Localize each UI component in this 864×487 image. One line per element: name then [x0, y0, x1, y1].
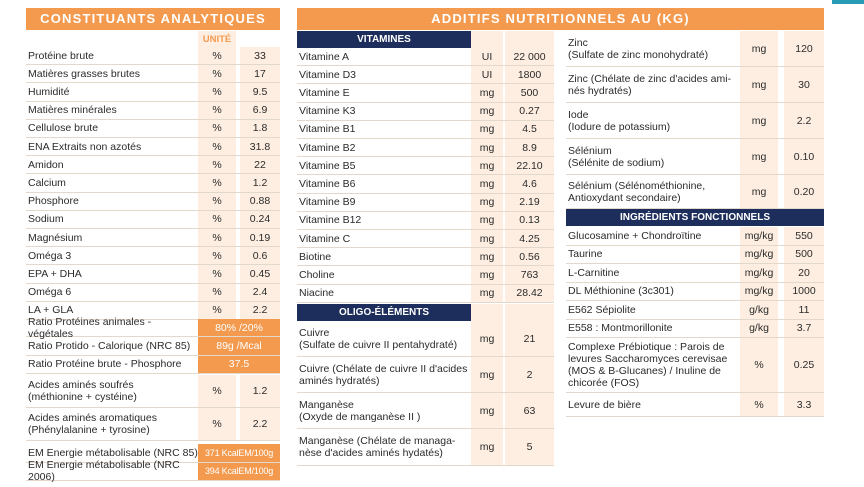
row-name: Oméga 6: [28, 286, 72, 299]
row-value: 63: [505, 393, 554, 428]
row-value: 2.2: [240, 408, 280, 440]
row-value: 31.8: [249, 140, 271, 153]
oligo-row: [297, 393, 554, 429]
row-value: 22: [254, 158, 266, 171]
row-name: Levure de bière: [568, 398, 641, 411]
row-value: 2.2: [784, 103, 824, 138]
ratio-row: [26, 337, 280, 355]
row-name: Complexe Prébiotique : Parois de levures Saccharomyces cerevisae (MOS & B-Glucanes) / Inuline de chicorée (FOS): [568, 341, 728, 389]
table-row: [26, 65, 280, 83]
row-value: 5: [505, 429, 554, 465]
row-name: EPA + DHA: [28, 267, 82, 280]
vitamin-row: [297, 48, 554, 66]
ratio-row: [26, 315, 280, 340]
row-name: Manganèse (Oxyde de manganèse II ): [299, 398, 421, 423]
row-value: 500: [505, 84, 554, 101]
row-unit: %: [212, 158, 222, 171]
table-row: [26, 174, 280, 192]
row-unit: %: [740, 393, 778, 416]
row-name: Ratio Protéine brute - Phosphore: [28, 358, 182, 371]
row-unit: mg: [471, 157, 503, 174]
mineral-row: [566, 31, 824, 67]
row-value: 0.45: [249, 267, 271, 280]
row-name: Ratio Protéines animales - végétales: [28, 315, 152, 340]
row-name: L-Carnitine: [568, 266, 620, 279]
row-value: 1800: [505, 66, 554, 83]
row-name: Sodium: [28, 213, 64, 226]
vitamin-row: [297, 139, 554, 157]
unit-column-bg: [471, 304, 503, 321]
table-row: [26, 138, 280, 156]
table-row: [26, 83, 280, 101]
row-value: 371 KcalEM/100g: [198, 444, 280, 462]
row-value: 1.8: [252, 122, 268, 135]
row-value: 33: [254, 49, 266, 62]
row-unit: %: [198, 375, 236, 407]
row-name: Vitamine B12: [299, 214, 362, 227]
row-value: 0.56: [505, 248, 554, 265]
row-name: Calcium: [28, 176, 66, 189]
vitamin-row: [297, 212, 554, 230]
row-value: 1.2: [252, 176, 268, 189]
row-name: Vitamine A: [299, 50, 350, 63]
row-unit: %: [212, 267, 222, 280]
row-name: E558 : Montmorillonite: [568, 322, 673, 335]
row-name: Vitamine B6: [299, 177, 356, 190]
row-name: Vitamine E: [299, 86, 350, 99]
row-name: Oméga 3: [28, 249, 72, 262]
row-value: 30: [784, 67, 824, 102]
value-column-bg: [505, 31, 554, 48]
ingredient-row: [566, 301, 824, 320]
row-value: 4.5: [505, 121, 554, 138]
vitamin-row: [297, 121, 554, 139]
ingredient-row: [566, 320, 824, 339]
row-name: LA + GLA: [28, 304, 74, 317]
row-name: Vitamine B2: [299, 141, 356, 154]
energy-row: [26, 459, 280, 484]
row-value: 0.24: [249, 213, 271, 226]
row-name: Glucosamine + Chondroïtine: [568, 229, 702, 242]
row-unit: mg: [471, 357, 503, 392]
ingredients-table: [566, 227, 824, 419]
row-unit: %: [212, 195, 222, 208]
vitamin-row: [297, 66, 554, 84]
row-name: Sélénium (Sélénite de sodium): [568, 144, 665, 169]
row-value: 21: [505, 321, 554, 356]
row-value: 0.25: [784, 338, 824, 392]
row-unit: mg: [471, 266, 503, 283]
oligo-row: [297, 429, 554, 466]
row-value: 22.10: [505, 157, 554, 174]
oligo-table: [297, 321, 554, 466]
row-value: 1000: [784, 283, 824, 301]
row-unit: %: [212, 104, 222, 117]
row-name: Taurine: [568, 248, 603, 261]
row-name: Sélénium (Sélénométhionine, Antioxydant secondaire): [568, 179, 706, 204]
row-unit: %: [212, 213, 222, 226]
row-unit: mg: [740, 67, 778, 102]
row-name: Zinc (Sulfate de zinc monohydraté): [568, 36, 709, 61]
table-row: [26, 120, 280, 138]
row-name: EM Energie métabolisable (NRC 2006): [28, 459, 180, 484]
row-value: 2: [505, 357, 554, 392]
row-name: DL Méthionine (3c301): [568, 285, 674, 298]
row-unit: %: [212, 286, 222, 299]
row-name: Humidité: [28, 85, 70, 98]
unit-header: UNITÉ: [198, 31, 236, 47]
ingredient-row: [566, 246, 824, 265]
row-name: Choline: [299, 268, 335, 281]
row-name: Biotine: [299, 250, 332, 263]
row-value: 0.6: [252, 249, 268, 262]
row-name: Vitamine B1: [299, 123, 356, 136]
row-name: Vitamine C: [299, 232, 351, 245]
row-value: 37.5: [198, 356, 280, 373]
row-name: Zinc (Chélate de zinc d'acides ami- nés hydratés): [568, 72, 732, 97]
mineral-row: [566, 139, 824, 175]
row-name: Vitamine B5: [299, 159, 356, 172]
vitamines-title: VITAMINES: [297, 31, 471, 48]
row-value: 2.19: [505, 194, 554, 211]
row-name: Acides aminés aromatiques (Phénylalanine + tyrosine): [28, 412, 157, 436]
table-row: [26, 284, 280, 302]
row-name: Vitamine K3: [299, 105, 356, 118]
row-name: Vitamine B9: [299, 196, 356, 209]
row-value: 550: [784, 227, 824, 245]
row-value: 4.25: [505, 230, 554, 247]
vitamin-row: [297, 230, 554, 248]
row-name: Ratio Protido - Calorique (NRC 85): [28, 339, 191, 352]
row-unit: %: [212, 140, 222, 153]
row-name: Matières grasses brutes: [28, 67, 141, 80]
row-name: Magnésium: [28, 231, 83, 244]
row-name: Acides aminés soufrés (méthionine + cystéine): [28, 379, 137, 403]
row-unit: mg: [471, 139, 503, 156]
vitamines-table: [297, 31, 554, 303]
row-value: 8.9: [505, 139, 554, 156]
table-row: [26, 247, 280, 265]
ingredient-row: [566, 283, 824, 302]
row-unit: mg: [471, 248, 503, 265]
row-unit: %: [212, 231, 222, 244]
row-name: Niacine: [299, 287, 335, 300]
row-value: 394 KcalEM/100g: [198, 463, 280, 481]
row-value: 500: [784, 246, 824, 264]
row-name: Protéine brute: [28, 49, 94, 62]
row-unit: mg: [471, 321, 503, 356]
vitamin-row: [297, 285, 554, 303]
row-unit: mg: [471, 429, 503, 465]
additifs-title: ADDITIFS NUTRITIONNELS AU (KG): [297, 8, 824, 30]
row-name: ENA Extraits non azotés: [28, 140, 142, 153]
mineral-row: [566, 103, 824, 139]
row-unit: mg: [471, 121, 503, 138]
row-value: 2.2: [252, 304, 268, 317]
row-unit: %: [212, 176, 222, 189]
row-unit: %: [198, 408, 236, 440]
row-value: 89g /Mcal: [198, 337, 280, 354]
unit-column-bg: [471, 31, 503, 48]
vitamin-row: [297, 157, 554, 175]
row-value: 0.27: [505, 103, 554, 120]
table-row: [26, 102, 280, 120]
vitamin-row: [297, 84, 554, 102]
ingredient-row: [566, 393, 824, 417]
minerals-table: [566, 31, 824, 209]
table-row: [26, 47, 280, 65]
mineral-row: [566, 175, 824, 209]
constituants-table: [26, 31, 280, 487]
oligo-title: OLIGO-ÉLÉMENTS: [297, 304, 471, 321]
ingredient-row: [566, 264, 824, 283]
row-unit: g/kg: [740, 320, 778, 338]
row-name: Phosphore: [28, 195, 79, 208]
row-unit: %: [212, 85, 222, 98]
row-value: 80% /20%: [198, 319, 280, 336]
vitamin-row: [297, 266, 554, 284]
row-unit: g/kg: [740, 301, 778, 319]
row-value: 0.10: [784, 139, 824, 174]
row-value: 3.3: [784, 393, 824, 416]
mineral-row: [566, 67, 824, 103]
oligo-row: [297, 357, 554, 393]
row-unit: mg: [471, 230, 503, 247]
row-unit: mg: [740, 175, 778, 208]
amino-row: [26, 375, 280, 408]
row-value: 763: [505, 266, 554, 283]
row-value: 3.7: [784, 320, 824, 338]
vitamin-row: [297, 248, 554, 266]
row-value: 0.88: [249, 195, 271, 208]
row-unit: mg/kg: [740, 246, 778, 264]
row-unit: UI: [471, 66, 503, 83]
vitamin-row: [297, 103, 554, 121]
table-row: [26, 265, 280, 283]
row-value: 9.5: [252, 85, 268, 98]
row-unit: mg/kg: [740, 264, 778, 282]
row-value: 17: [254, 67, 266, 80]
row-unit: mg: [471, 175, 503, 192]
row-name: Cellulose brute: [28, 122, 99, 135]
table-row: [26, 156, 280, 174]
row-value: 120: [784, 31, 824, 66]
row-name: Iode (Iodure de potassium): [568, 108, 671, 133]
vitamin-row: [297, 194, 554, 212]
row-unit: mg: [740, 103, 778, 138]
row-unit: mg: [471, 285, 503, 302]
vitamin-row: [297, 175, 554, 193]
row-unit: mg: [471, 194, 503, 211]
row-unit: mg: [471, 212, 503, 229]
row-name: Manganèse (Chélate de managa- nèse d'acides aminés hydatés): [299, 435, 456, 459]
row-value: 0.13: [505, 212, 554, 229]
corner-accent: [832, 0, 864, 4]
row-name: Matières minérales: [28, 104, 117, 117]
row-value: 6.9: [252, 104, 268, 117]
row-unit: UI: [471, 48, 503, 65]
oligo-row: [297, 321, 554, 357]
row-value: 28.42: [505, 285, 554, 302]
row-name: Cuivre (Sulfate de cuivre II pentahydraté): [299, 326, 458, 351]
row-name: EM Energie métabolisable (NRC 85): [28, 446, 198, 459]
row-unit: mg/kg: [740, 227, 778, 245]
left-title: CONSTITUANTS ANALYTIQUES: [26, 8, 280, 30]
table-row: [26, 193, 280, 211]
ingredient-row: [566, 338, 824, 393]
row-unit: mg: [471, 103, 503, 120]
row-value: 0.20: [784, 175, 824, 208]
row-value: 1.2: [240, 375, 280, 407]
table-row: [26, 211, 280, 229]
row-unit: %: [212, 49, 222, 62]
row-unit: %: [212, 249, 222, 262]
row-value: 2.4: [252, 286, 268, 299]
ratio-row: [26, 356, 280, 374]
row-value: 22 000: [505, 48, 554, 65]
row-unit: %: [212, 304, 222, 317]
row-name: E562 Sépiolite: [568, 303, 636, 316]
row-value: 20: [784, 264, 824, 282]
value-column-bg: [505, 304, 554, 321]
row-unit: mg: [471, 84, 503, 101]
ingredient-row: [566, 227, 824, 246]
row-name: Cuivre (Chélate de cuivre II d'acides aminés hydratés): [299, 362, 468, 387]
row-value: 0.19: [249, 231, 271, 244]
row-unit: mg/kg: [740, 283, 778, 301]
row-value: 4.6: [505, 175, 554, 192]
row-unit: mg: [740, 31, 778, 66]
row-unit: %: [212, 122, 222, 135]
row-value: 11: [784, 301, 824, 319]
row-unit: mg: [740, 139, 778, 174]
amino-row: [26, 408, 280, 441]
row-name: Vitamine D3: [299, 68, 357, 81]
row-unit: mg: [471, 393, 503, 428]
row-name: Amidon: [28, 158, 64, 171]
table-row: [26, 229, 280, 247]
ingredients-title: INGRÉDIENTS FONCTIONNELS: [566, 209, 824, 226]
row-unit: %: [740, 338, 778, 392]
row-unit: %: [212, 67, 222, 80]
